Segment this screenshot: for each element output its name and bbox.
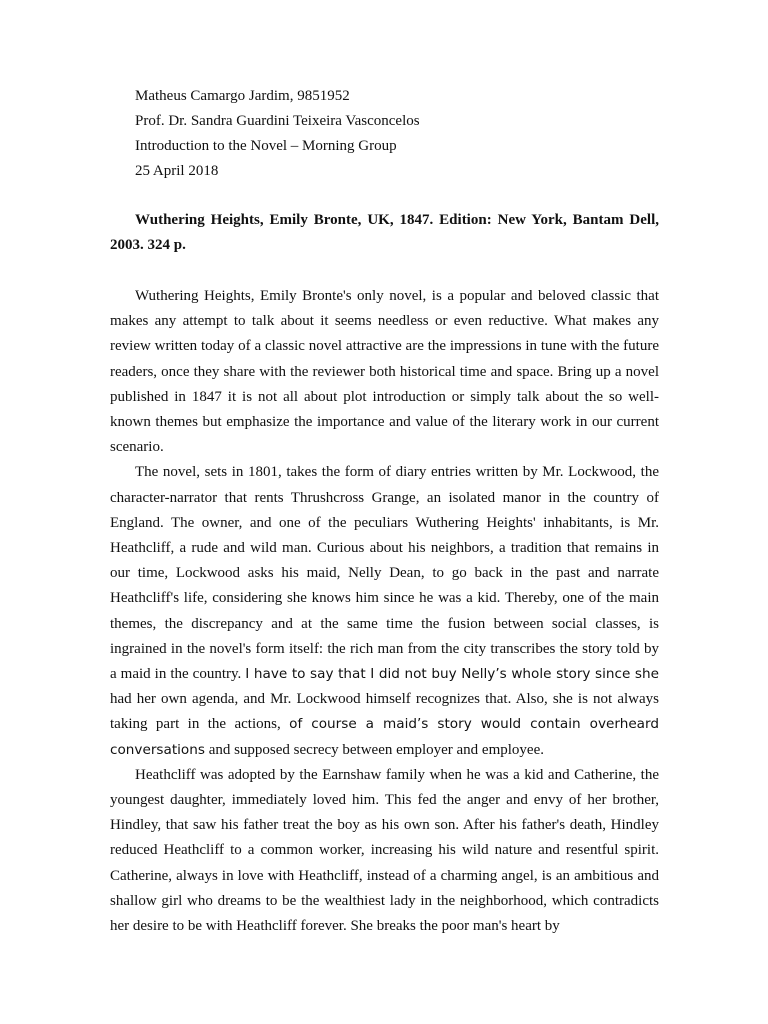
author-line: Matheus Camargo Jardim, 9851952 [135, 88, 350, 104]
document-header [135, 84, 675, 184]
paragraph-2-sans-run-a: I have to say that I did not buy Nelly’s whole story since she [245, 666, 659, 683]
paragraph-2-text-a: The novel, sets in 1801, takes the form of diary entries written by Mr. Lockwood, the character-narrator that rents Thrushcross Grange, an isolated manor in the country of England. The owner, and one of the peculiars Wuthering Heights' inhabitants, is Mr. Heathcliff, a rude and wild man. Curious about his neighbors, a tradition that remains in our time, Lockwood asks his maid, Nelly Dean, to go back in the past and narrate Heathcliff's life, considering she knows him since he was a kid. Thereby, one of the main themes, the discrepancy and at the same time the fusion between social classes, is ingrained in the novel's form itself: the rich man from the city transcribes the story told by a maid in the country. [110, 464, 659, 683]
paragraph-2-text-b: had her own agenda, and Mr. Lockwood himself recognizes that. Also, she is not always taking part in the actions, [110, 691, 659, 733]
paragraph-2-text-c: and supposed secrecy between employer and employee. [204, 741, 544, 758]
course-line: Introduction to the Novel – Morning Group [135, 138, 397, 154]
review-body [110, 284, 659, 939]
paragraph-2-sans-run-b: of course a maid’s story would contain overheard conversations [110, 716, 659, 758]
paragraph-2 [110, 460, 659, 762]
paragraph-3: Heathcliff was adopted by the Earnshaw family when he was a kid and Catherine, the youngest daughter, immediately loved him. This fed the anger and envy of her brother, Hindley, that saw his father treat the boy as his own son. After his father's death, Hindley reduced Heathcliff to a common worker, increasing his wild nature and resentful spirit. Catherine, always in love with Heathcliff, instead of a charming angel, is an ambitious and shallow girl who dreams to be the wealthiest lady in the neighborhood, which contradicts her desire to be with Heathcliff forever. She breaks the poor man's heart by [110, 766, 659, 935]
bibliographic-citation: Wuthering Heights, Emily Bronte, UK, 1847. Edition: New York, Bantam Dell, 2003. 324 p. [110, 212, 659, 253]
paragraph-1: Wuthering Heights, Emily Bronte's only novel, is a popular and beloved classic that makes any attempt to talk about it seems needless or even reductive. What makes any review written today of a classic novel attractive are the impressions in tune with the future readers, once they share with the reviewer both historical time and space. Bring up a novel published in 1847 it is not all about plot introduction or simply talk about the so well-known themes but emphasize the importance and value of the literary work in our current scenario. [110, 288, 659, 456]
professor-line: Prof. Dr. Sandra Guardini Teixeira Vasconcelos [135, 113, 420, 129]
date-line: 25 April 2018 [135, 163, 219, 179]
